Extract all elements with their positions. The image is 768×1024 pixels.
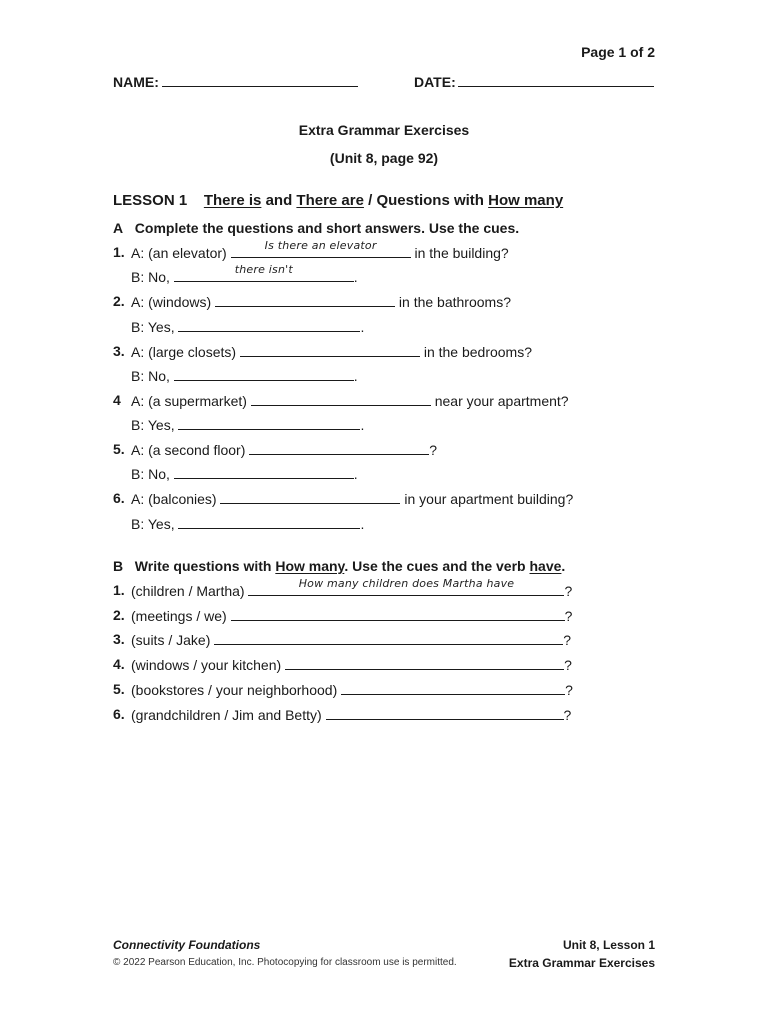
item-a3-number: 3. <box>113 343 125 359</box>
item-a3-answer-period: . <box>353 368 358 384</box>
item-a5-answer-period: . <box>353 466 358 482</box>
item-a2-answer-blank[interactable] <box>178 319 360 332</box>
section-b-letter: B <box>113 558 124 574</box>
item-b1-handwriting: How many children does Martha have <box>298 577 515 590</box>
item-a4-number: 4 <box>113 392 121 408</box>
item-a5-answer-prefix: B: No, <box>131 466 170 482</box>
item-b3-blank[interactable] <box>214 632 563 645</box>
section-a-letter: A <box>113 220 124 236</box>
item-a6-cue: A: (balconies) <box>131 491 217 507</box>
section-b-how-many: How many <box>275 558 345 574</box>
item-b4-end: ? <box>564 657 572 673</box>
section-b-have: have <box>529 558 562 574</box>
item-b3-cue: (suits / Jake) <box>131 632 211 648</box>
item-a6-answer-period: . <box>360 516 365 532</box>
item-a3-question <box>131 343 532 361</box>
item-a4-answer <box>131 416 364 434</box>
item-a2-answer-period: . <box>360 319 365 335</box>
item-a4-question-blank[interactable] <box>251 393 431 406</box>
item-b6-number: 6. <box>113 706 125 722</box>
name-label: NAME: <box>113 74 159 90</box>
item-b6-cue: (grandchildren / Jim and Betty) <box>131 707 322 723</box>
item-a2-question <box>131 293 511 311</box>
lesson-label: LESSON 1 <box>113 192 188 209</box>
item-a6-answer-blank[interactable] <box>178 516 360 529</box>
item-a1-question-blank[interactable] <box>231 239 411 258</box>
item-a1-cue: A: (an elevator) <box>131 245 227 261</box>
item-b5-blank[interactable] <box>341 682 565 695</box>
item-a5-suffix: ? <box>429 442 438 458</box>
item-b2-number: 2. <box>113 607 125 623</box>
footer-section: Extra Grammar Exercises <box>508 956 655 970</box>
item-a1-answer-blank[interactable] <box>174 263 354 282</box>
date-label: DATE: <box>414 74 456 90</box>
item-a4-cue: A: (a supermarket) <box>131 393 247 409</box>
section-b-text-1: Write questions with <box>134 558 272 574</box>
item-a6-answer-prefix: B: Yes, <box>131 516 175 532</box>
page-title: Extra Grammar Exercises <box>298 122 470 138</box>
item-a6-question-blank[interactable] <box>220 491 400 504</box>
item-b5-cue: (bookstores / your neighborhood) <box>131 682 338 698</box>
item-b1-number: 1. <box>113 582 125 598</box>
item-a1-answer-period: . <box>353 269 358 285</box>
item-a4-question <box>131 392 569 410</box>
item-a2-answer-prefix: B: Yes, <box>131 319 175 335</box>
lesson-topic-there-is: There is <box>203 192 262 209</box>
section-b-instruction <box>113 557 565 575</box>
item-b1-end: ? <box>564 583 573 599</box>
item-a4-answer-period: . <box>360 417 365 433</box>
footer-copyright: © 2022 Pearson Education, Inc. Photocopying for classroom use is permitted. <box>113 957 457 968</box>
item-a1-number: 1. <box>113 244 125 260</box>
item-b2-end: ? <box>564 608 573 624</box>
item-a1-question-handwriting: Is there an elevator <box>264 239 377 252</box>
section-b-text-2: . Use the cues and the verb <box>344 558 526 574</box>
item-a5-question <box>131 441 437 459</box>
lesson-topic-slash: / Questions with <box>368 192 484 209</box>
item-b6-end: ? <box>563 707 572 723</box>
item-a5-question-blank[interactable] <box>249 442 429 455</box>
item-a2-number: 2. <box>113 293 125 309</box>
section-b-text-3: . <box>561 558 566 574</box>
item-b6 <box>131 706 571 724</box>
item-a3-answer-blank[interactable] <box>174 368 354 381</box>
item-b2-blank[interactable] <box>231 608 565 621</box>
date-field[interactable] <box>458 86 654 87</box>
item-b5 <box>131 681 573 699</box>
lesson-topic-how-many: How many <box>488 192 564 209</box>
page-number: Page 1 of 2 <box>581 44 655 60</box>
item-b5-end: ? <box>565 682 573 698</box>
item-b3 <box>131 631 571 649</box>
item-a4-answer-blank[interactable] <box>178 417 360 430</box>
section-a-text: Complete the questions and short answers. Use the cues. <box>134 220 520 236</box>
lesson-heading <box>113 192 563 209</box>
item-b4-cue: (windows / your kitchen) <box>131 657 282 673</box>
item-b1 <box>131 577 573 600</box>
item-a2-question-blank[interactable] <box>215 294 395 307</box>
item-b1-cue: (children / Martha) <box>131 583 245 599</box>
item-b4-number: 4. <box>113 656 125 672</box>
page-subtitle: (Unit 8, page 92) <box>329 150 439 166</box>
lesson-topic-there-are: There are <box>296 192 364 209</box>
item-a3-cue: A: (large closets) <box>131 344 237 360</box>
item-a5-answer <box>131 465 358 483</box>
item-b6-blank[interactable] <box>326 707 564 720</box>
item-a4-suffix: near your apartment? <box>434 393 569 409</box>
item-b4-blank[interactable] <box>285 657 564 670</box>
item-b2 <box>131 607 572 625</box>
section-a-instruction <box>113 219 519 237</box>
item-a2-answer <box>131 318 364 336</box>
item-a6-number: 6. <box>113 490 125 506</box>
footer-book-title: Connectivity Foundations <box>113 938 261 952</box>
item-a1-answer <box>131 263 358 286</box>
item-a5-number: 5. <box>113 441 125 457</box>
item-a3-answer-prefix: B: No, <box>131 368 170 384</box>
lesson-topic-and: and <box>265 192 293 209</box>
item-b4 <box>131 656 572 674</box>
item-a1-question <box>131 239 509 262</box>
item-b1-blank[interactable] <box>248 577 564 596</box>
item-a1-answer-handwriting: there isn't <box>234 263 293 276</box>
item-a2-cue: A: (windows) <box>131 294 212 310</box>
item-a6-answer <box>131 515 364 533</box>
footer-unit: Unit 8, Lesson 1 <box>562 938 655 952</box>
name-field[interactable] <box>162 86 358 87</box>
item-a5-answer-blank[interactable] <box>174 466 354 479</box>
item-b3-number: 3. <box>113 631 125 647</box>
item-b5-number: 5. <box>113 681 125 697</box>
item-b3-end: ? <box>563 632 572 648</box>
item-a6-suffix: in your apartment building? <box>404 491 574 507</box>
item-a3-question-blank[interactable] <box>240 344 420 357</box>
item-a5-cue: A: (a second floor) <box>131 442 246 458</box>
item-a2-suffix: in the bathrooms? <box>398 294 511 310</box>
item-a1-answer-prefix: B: No, <box>131 269 170 285</box>
item-a4-answer-prefix: B: Yes, <box>131 417 175 433</box>
item-a6-question <box>131 490 573 508</box>
item-a1-suffix: in the building? <box>414 245 509 261</box>
item-a3-suffix: in the bedrooms? <box>423 344 533 360</box>
item-b2-cue: (meetings / we) <box>131 608 227 624</box>
item-a3-answer <box>131 367 358 385</box>
